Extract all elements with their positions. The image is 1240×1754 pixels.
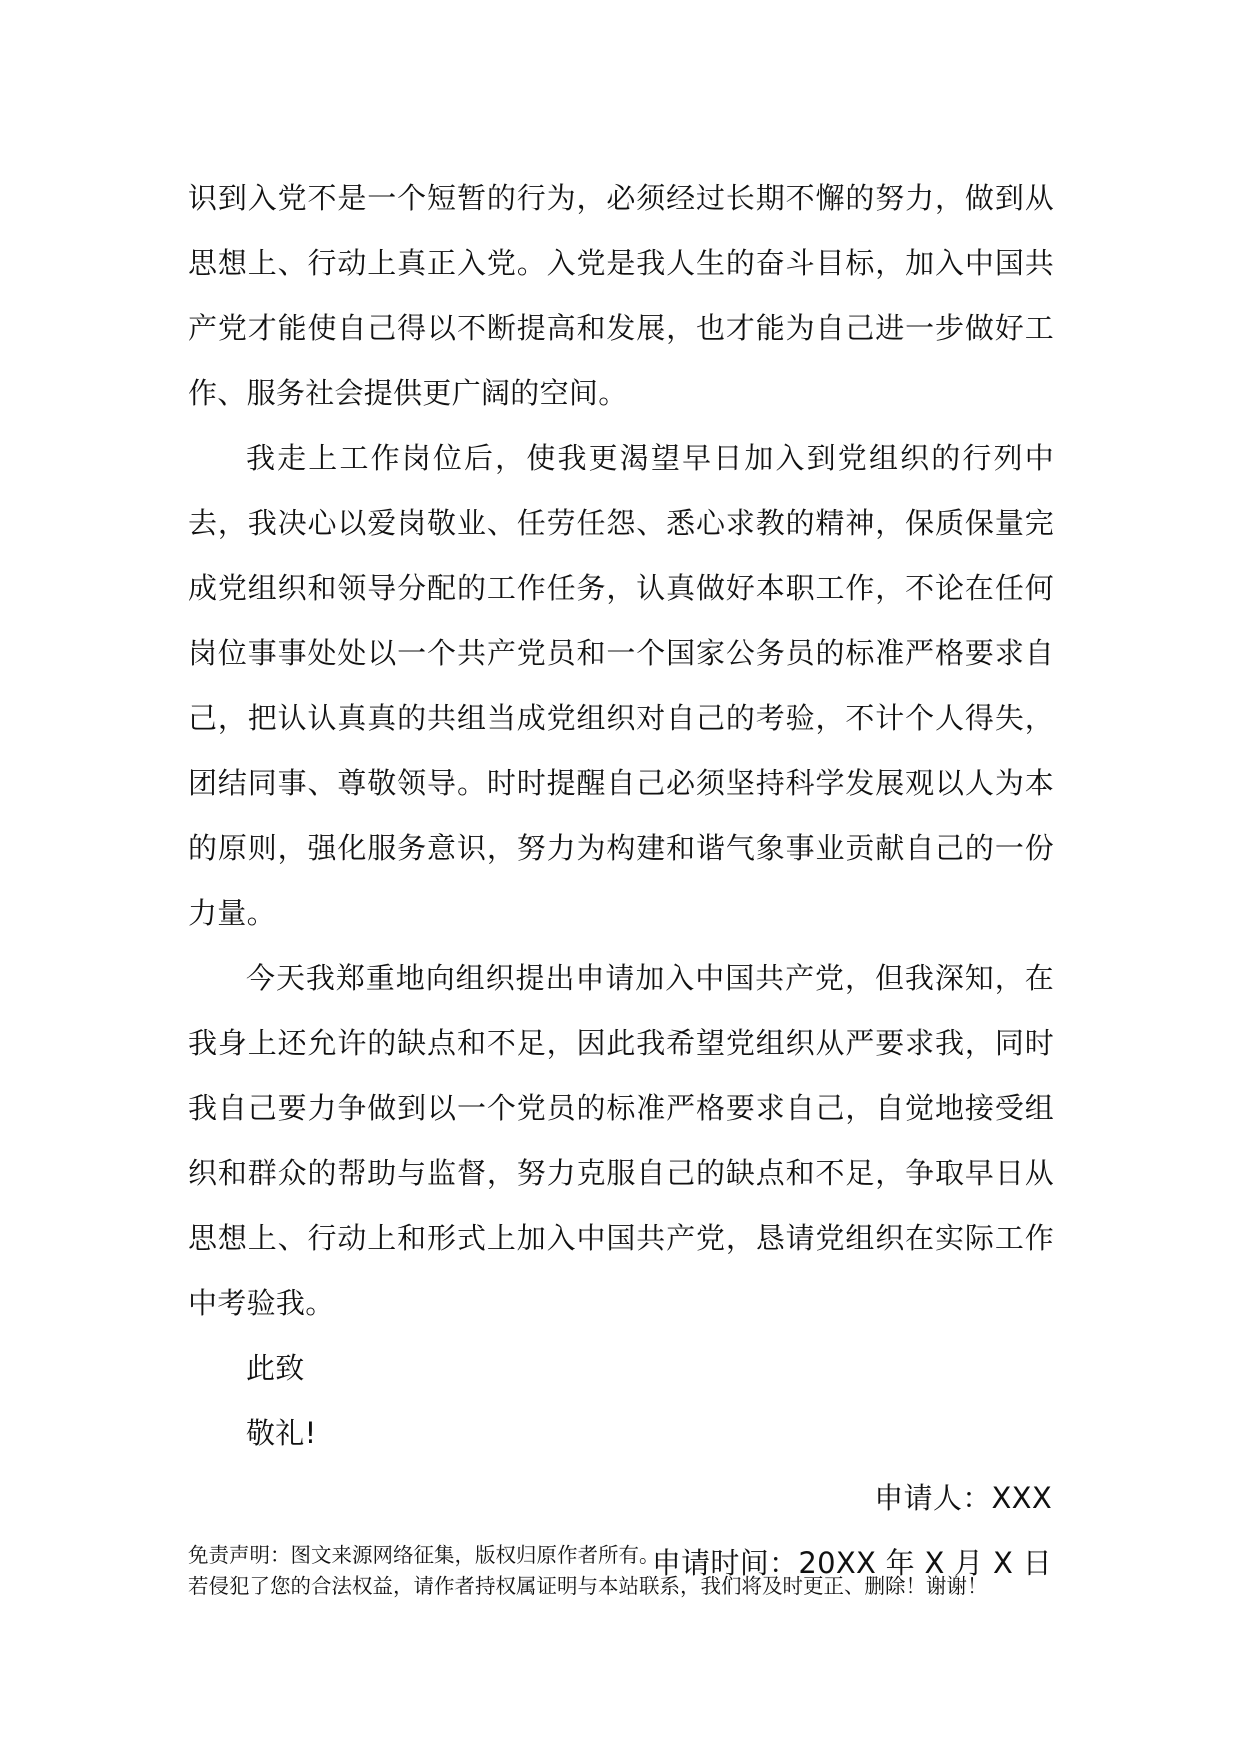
application-date: 申请时间：20XX 年 X 月 X 日: [651, 1546, 1052, 1580]
applicant-signature: 申请人：XXX: [874, 1481, 1052, 1515]
paragraph-work-commitment: 我走上工作岗位后，使我更渴望早日加入到党组织的行列中去，我决心以爱岗敬业、任劳任怨、悉心求教的精神，保质保量完成党组织和领导分配的工作任务，认真做好本职工作，不论在任何岗位事事处处以一个共产党员和一个国家公务员的标准严格要求自己，把认认真真的共组当成党组织对自己的考验，不计个人得失，团结同事、尊敬领导。时时提醒自己必须坚持科学发展观以人为本的原则，强化服务意识，努力为构建和谐气象事业贡献自己的一份力量。: [188, 441, 1054, 930]
closing-regards: 敬礼!: [246, 1416, 317, 1450]
disclaimer: [188, 1540, 1088, 1602]
disclaimer-line-1: 免责声明：图文来源网络征集，版权归原作者所有。: [188, 1543, 660, 1567]
paragraph-application: 今天我郑重地向组织提出申请加入中国共产党，但我深知，在我身上还允许的缺点和不足，因此我希望党组织从严要求我，同时我自己要力争做到以一个党员的标准严格要求自己，自觉地接受组织和群众的帮助与监督，努力克服自己的缺点和不足，争取早日从思想上、行动上和形式上加入中国共产党，恳请党组织在实际工作中考验我。: [188, 961, 1054, 1320]
closing-salutation: 此致: [246, 1351, 305, 1385]
disclaimer-line-2: 若侵犯了您的合法权益，请作者持权属证明与本站联系，我们将及时更正、删除！谢谢！: [188, 1574, 988, 1598]
letter-body: [188, 166, 1054, 1596]
paragraph-continued: 识到入党不是一个短暂的行为，必须经过长期不懈的努力，做到从思想上、行动上真正入党。入党是我人生的奋斗目标，加入中国共产党才能使自己得以不断提高和发展，也才能为自己进一步做好工作、服务社会提供更广阔的空间。: [188, 181, 1054, 410]
